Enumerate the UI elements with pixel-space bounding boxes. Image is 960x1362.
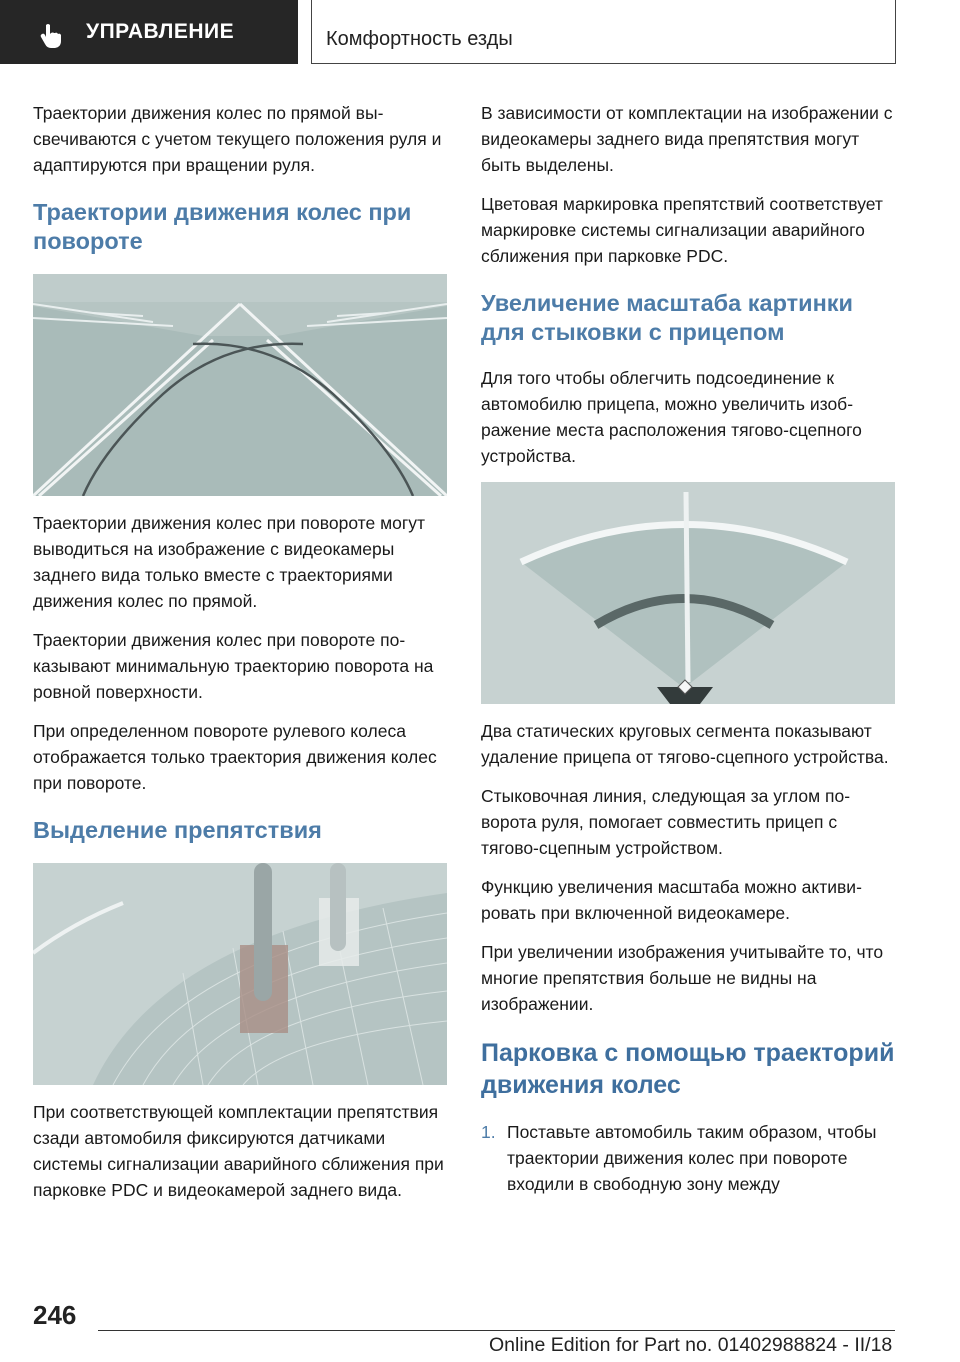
page-number: 246 <box>33 1300 77 1330</box>
chapter-title: Комфортность езды <box>326 28 513 50</box>
footer-divider <box>98 1330 895 1331</box>
obstacle-paragraph-3: Цветовая маркировка препятствий соответствует маркировке системы сигнализации аварийного сближения при парковке PDC. <box>481 194 883 266</box>
page-footer <box>0 1290 960 1362</box>
parking-steps-list <box>481 1119 899 1197</box>
section-title: УПРАВЛЕНИЕ <box>86 20 235 43</box>
list-item <box>481 1119 899 1197</box>
zoom-paragraph-4: Функцию увеличения масштаба можно активировать при включенной видеокамере. <box>481 877 862 923</box>
zoom-paragraph-1: Для того чтобы облегчить подсоединение к автомобилю прицепа, можно увеличить изображение места расположения тягово-сцепного устройства. <box>481 368 862 466</box>
heading-turn-trajectories: Траектории движения колес при повороте <box>33 199 412 254</box>
turn-paragraph-3: При определенном повороте рулевого колеса отображается только траектория движения колес при повороте. <box>33 721 437 793</box>
step-number: 1. <box>481 1122 496 1142</box>
obstacle-marking-figure <box>33 863 447 1085</box>
section-tab[interactable] <box>0 0 298 64</box>
trailer-hitch-zoom-figure <box>481 482 895 704</box>
obstacle-paragraph-2: В зависимости от комплектации на изображении с видеокамеры заднего вида препятствия могут быть выделены. <box>481 103 893 175</box>
page-header <box>0 0 960 66</box>
turn-trajectories-figure <box>33 274 447 496</box>
right-column <box>481 100 899 1197</box>
heading-parking-trajectories: Парковка с помощью траекторий движения колес <box>481 1039 895 1099</box>
heading-obstacle-marking: Выделение препятствия <box>33 817 322 843</box>
zoom-paragraph-3: Стыковочная линия, следующая за углом поворота руля, помогает совместить прицеп с тягово-сцепным устройством. <box>481 786 851 858</box>
heading-zoom-hitch: Увеличение масштаба картинки для стыковки с прицепом <box>481 290 853 345</box>
turn-paragraph-2: Траектории движения колес при повороте показывают минимальную траекторию поворота на ровной поверхности. <box>33 630 434 702</box>
step-text: Поставьте автомобиль таким образом, чтобы траектории движения колес при повороте входили в свободную зону между <box>507 1122 877 1194</box>
left-column <box>33 100 451 1216</box>
intro-paragraph: Траектории движения колес по прямой высвечиваются с учетом текущего положения руля и адаптируются при вращении руля. <box>33 103 442 175</box>
hand-pointer-icon <box>38 22 64 48</box>
chapter-tab[interactable] <box>311 0 896 64</box>
zoom-paragraph-5: При увеличении изображения учитывайте то, что многие препятствия больше не видны на изображении. <box>481 942 884 1014</box>
obstacle-paragraph-1: При соответствующей комплектации препятствия сзади автомобиля фиксируются датчиками системы сигнализации аварийного сближения при парковке PDC и видеокамерой заднего вида. <box>33 1102 444 1200</box>
turn-paragraph-1: Траектории движения колес при повороте могут выводиться на изображение с видеокамеры заднего вида только вместе с траекториями движения колес по прямой. <box>33 513 426 611</box>
edition-note: Online Edition for Part no. 01402988824 - II/18 <box>489 1334 893 1356</box>
zoom-paragraph-2: Два статических круговых сегмента показывают удаление прицепа от тягово-сцепного устройства. <box>481 721 889 767</box>
